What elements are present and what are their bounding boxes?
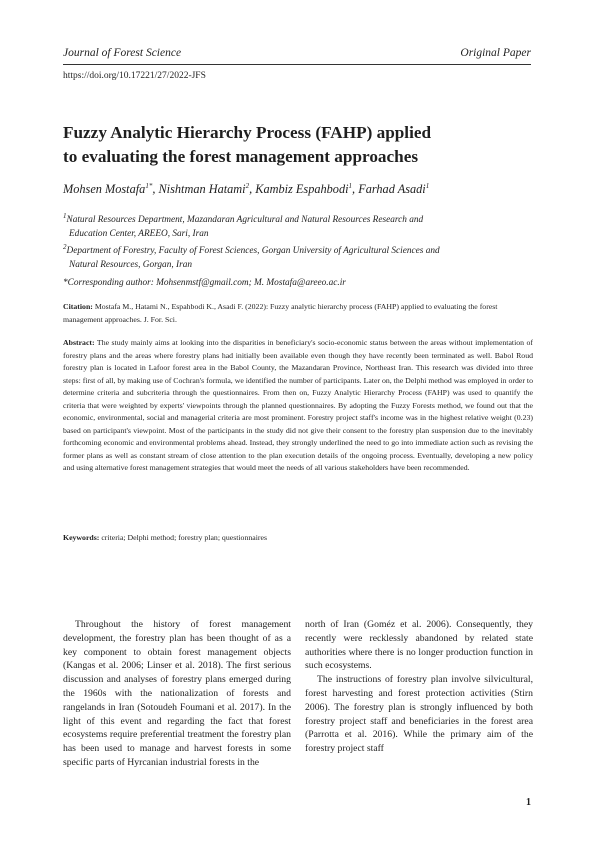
- affiliation-line: Education Center, AREEO, Sari, Iran: [69, 229, 209, 240]
- author-name: Mohsen Mostafa: [63, 182, 146, 197]
- keywords-label: Keywords:: [63, 533, 100, 542]
- keywords-block: [63, 533, 267, 542]
- author-name: Kambiz Espahbodi: [255, 182, 349, 197]
- corresponding-author: *Corresponding author: Mohsenmstf@gmail.com; M. Mostafa@areeo.ac.ir: [63, 278, 346, 288]
- author-name: Nishtman Hatami: [158, 182, 246, 197]
- header-rule: [63, 64, 531, 65]
- body-column-left: [63, 618, 291, 770]
- body-paragraph: Throughout the history of forest management development, the forestry plan has been thought of as a key component to obtain forest management objects (Kangas et al. 2006; Linser et al. 2018). The first serious discussion and analyses of forestry plans emerged during the 1960s with the nationalization of forests and rangelands in Iran (Sotoudeh Foumani et al. 2017). In the light of this event and regarding the fact that forest ecosystems require preferential treatment the forestry plan has been used to manage and harvest forests in some specific parts of Hyrcanian industrial forests in the: [63, 619, 291, 768]
- affiliation-line: Natural Resources Department, Mazandaran Agricultural and Natural Resources Research and: [66, 215, 424, 226]
- affiliation-number: 1: [63, 212, 67, 220]
- body-paragraph: The instructions of forestry plan involve silvicultural, forest harvesting and forest protection activities (Stirn 2006). The forestry plan is strongly influenced by both forestry project staff and beneficiaries in the forest area (Parrotta et al. 2016). While the primary aim of the forestry project staff: [305, 674, 533, 755]
- author-affiliation-mark: 1: [425, 182, 430, 190]
- citation-block: [63, 301, 533, 326]
- author-list: Mohsen Mostafa$^{1*}$, Nishtman Hatami$^2$, Kambiz Espahbodi$^1$, Farhad Asadi$^1$: [63, 182, 430, 197]
- affiliation-1: [63, 209, 533, 241]
- journal-name: Journal of Forest Science: [63, 47, 182, 59]
- author-affiliation-mark: 1: [348, 182, 353, 190]
- author-affiliation-mark: 1*: [145, 182, 153, 190]
- citation-text: Mostafa M., Hatami N., Espahbodi K., Asadi F. (2022): Fuzzy analytic hierarchy process (FAHP) applied to evaluating the forest management approaches. J. For. Sci.: [63, 302, 498, 324]
- article-title: [63, 121, 533, 169]
- abstract-label: Abstract:: [63, 338, 95, 347]
- affiliation-line: Natural Resources, Gorgan, Iran: [69, 260, 193, 271]
- citation-label: Citation:: [63, 302, 93, 311]
- affiliation-line: Department of Forestry, Faculty of Forest Sciences, Gorgan University of Agricultural Sciences and: [66, 246, 440, 257]
- body-column-right: [305, 618, 533, 756]
- title-line-2: to evaluating the forest management approaches: [63, 147, 419, 166]
- body-paragraph: north of Iran (Goméz et al. 2006). Consequently, they recently were recklessly abandoned by related state authorities where there is no longer production function in such ecosystems.: [305, 619, 533, 672]
- page-number: 1: [526, 797, 531, 808]
- author-affiliation-mark: 2: [245, 182, 250, 190]
- title-line-1: Fuzzy Analytic Hierarchy Process (FAHP) applied: [63, 123, 432, 142]
- affiliation-2: [63, 240, 533, 272]
- keywords-text: criteria; Delphi method; forestry plan; questionnaires: [99, 533, 267, 542]
- abstract-text: The study mainly aims at looking into the disparities in beneficiary's socio-economic status between the areas without implementation of forestry plans and the areas where forestry plans had initially been available even though they have recently been terminated as well. Babol Roud forestry plan is located in Lafoor forest area in the Babol County, the Mazandaran Province, Northeast Iran. This research was divided into three steps: first of all, by making use of Cochran's formula, we identified the number of participants. Later on, the Delphi method was employed in order to determine criteria and subcriteria through the questionnaires. From then on, Fuzzy Analytic Hierarchy Process (FAHP) was used to quantify the criteria that were weighted by experts' viewpoints through the planned questionnaires. By adopting the Fuzzy Forests method, we found out that the economic, environmental, social and managerial criteria are most prominent. Forestry project staff's income was in the highest relative weight (0.23) based on participant's viewpoint. Most of the participants in the study did not give their consent to the forestry plan suspension due to the inevitably forthcoming economic and environmental problems ahead. Instead, they strongly underlined the need to go into immediate action such as revising the former plans as well as constant stream of close attention to the plan execution details of the ongoing process. Eventually, developing a new policy and using alternative forest management strategies that would meet the needs of all various stakeholders have been recommended.: [63, 338, 533, 472]
- article-type: Original Paper: [460, 47, 531, 59]
- author-name: Farhad Asadi: [358, 182, 426, 197]
- doi-link[interactable]: https://doi.org/10.17221/27/2022-JFS: [63, 71, 206, 81]
- affiliation-number: 2: [63, 243, 67, 251]
- abstract-block: [63, 337, 533, 475]
